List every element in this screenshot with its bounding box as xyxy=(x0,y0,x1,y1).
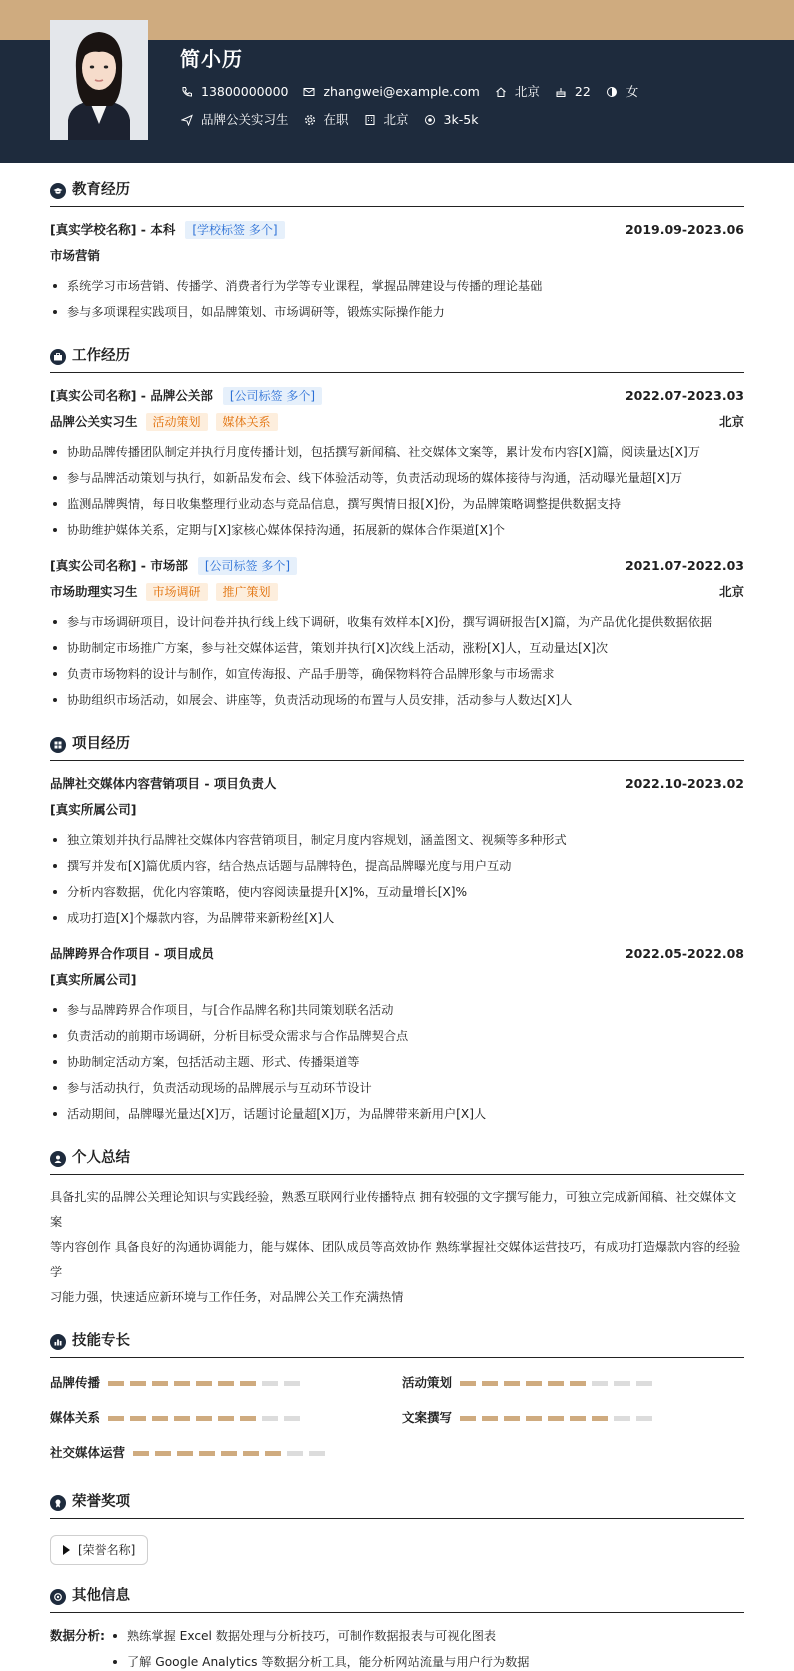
skill-level-empty xyxy=(614,1381,630,1386)
skill-level-filled xyxy=(592,1416,608,1421)
skill-level-filled xyxy=(570,1381,586,1386)
skills-section xyxy=(50,1328,744,1471)
project-entry xyxy=(50,941,744,1127)
honor-item[interactable] xyxy=(50,1535,148,1565)
skill-level-filled xyxy=(130,1381,146,1386)
skill-level-filled xyxy=(504,1381,520,1386)
project-date: 2022.10-2023.02 xyxy=(624,775,744,791)
medal-icon xyxy=(50,1495,66,1511)
skill-tag: 活动策划 xyxy=(146,413,208,431)
position-item xyxy=(180,111,289,130)
skill-name: 媒体关系 xyxy=(50,1410,101,1426)
position-text: 品牌公关实习生 xyxy=(201,112,289,127)
list-item: 协助品牌传播团队制定并执行月度传播计划，包括撰写新闻稿、社交媒体文案等，累计发布内容[X]篇，阅读量达[X]万 xyxy=(50,439,744,465)
status-text: 在职 xyxy=(323,112,349,127)
skill-level-empty xyxy=(284,1381,300,1386)
project-bullets xyxy=(50,997,744,1127)
skill-level-filled xyxy=(174,1381,190,1386)
section-title-text: 项目经历 xyxy=(72,735,130,752)
gear-icon xyxy=(303,113,317,127)
project-company: [真实所属公司] xyxy=(50,801,137,817)
summary-line: 习能力强，快速适应新环境与工作任务，对品牌公关工作充满热情 xyxy=(50,1290,404,1304)
education-section xyxy=(50,177,744,325)
skill-level-filled xyxy=(152,1381,168,1386)
list-item: 负责市场物料的设计与制作，如宣传海报、产品手册等，确保物料符合品牌形象与市场需求 xyxy=(50,661,744,687)
other-bullets xyxy=(110,1623,529,1671)
list-item: 撰写并发布[X]篇优质内容，结合热点话题与品牌特色，提高品牌曝光度与用户互动 xyxy=(50,853,744,879)
work-date: 2022.07-2023.03 xyxy=(624,387,744,403)
skill-level-filled xyxy=(504,1416,520,1421)
briefcase-icon xyxy=(50,349,66,365)
gender-icon xyxy=(605,85,619,99)
phone-icon xyxy=(180,85,194,99)
list-item: 参与市场调研项目，设计问卷并执行线上线下调研，收集有效样本[X]份，撰写调研报告[X]篇，为产品优化提供数据依据 xyxy=(50,609,744,635)
entry-sub-row xyxy=(50,579,744,605)
other-label: 数据分析: xyxy=(50,1628,105,1643)
project-bullets xyxy=(50,827,744,931)
entry-header-row xyxy=(50,771,744,797)
education-bullets xyxy=(50,273,744,325)
company-tag: [公司标签 多个] xyxy=(223,387,322,405)
skill-level-bar xyxy=(108,1416,306,1421)
skill-level-filled xyxy=(108,1416,124,1421)
list-item: 参与品牌跨界合作项目，与[合作品牌名称]共同策划联名活动 xyxy=(50,997,744,1023)
list-item: 监测品牌舆情，每日收集整理行业动态与竞品信息，撰写舆情日报[X]份，为品牌策略调整提供数据支持 xyxy=(50,491,744,517)
skill-level-filled xyxy=(460,1381,476,1386)
skill-level-filled xyxy=(218,1381,234,1386)
skill-name: 品牌传播 xyxy=(50,1375,101,1391)
summary-line: 等内容创作 具备良好的沟通协调能力，能与媒体、团队成员等高效协作 熟练掌握社交媒体运营技巧，有成功打造爆款内容的经验 学 xyxy=(50,1240,741,1279)
skill-level-empty xyxy=(262,1416,278,1421)
work-date: 2021.07-2022.03 xyxy=(624,557,744,573)
gender-text: 女 xyxy=(625,84,639,99)
cake-icon xyxy=(554,85,568,99)
list-item: 独立策划并执行品牌社交媒体内容营销项目，制定月度内容规划，涵盖图文、视频等多种形式 xyxy=(50,827,744,853)
gender-item xyxy=(605,83,639,102)
list-item: 成功打造[X]个爆款内容，为品牌带来新粉丝[X]人 xyxy=(50,905,744,931)
school-name: [真实学校名称] - 本科 xyxy=(50,221,176,237)
skill-level-filled xyxy=(265,1451,281,1456)
skill-item xyxy=(402,1401,732,1436)
skill-level-filled xyxy=(155,1451,171,1456)
email-address: zhangwei@example.com xyxy=(323,84,480,99)
skill-level-filled xyxy=(570,1416,586,1421)
city-item xyxy=(363,111,409,130)
section-title-text: 教育经历 xyxy=(72,181,130,198)
other-row xyxy=(50,1623,744,1671)
section-title xyxy=(50,177,744,207)
building-icon xyxy=(363,113,377,127)
list-item: 协助制定活动方案，包括活动主题、形式、传播渠道等 xyxy=(50,1049,744,1075)
info-icon xyxy=(50,1589,66,1605)
skill-item xyxy=(50,1401,402,1436)
section-title xyxy=(50,1583,744,1613)
skill-level-filled xyxy=(548,1416,564,1421)
other-section xyxy=(50,1583,744,1671)
skill-level-empty xyxy=(284,1416,300,1421)
skill-name: 社交媒体运营 xyxy=(50,1445,126,1461)
skill-level-empty xyxy=(309,1451,325,1456)
status-item xyxy=(303,111,349,130)
work-bullets xyxy=(50,609,744,713)
work-location: 北京 xyxy=(718,583,744,599)
skill-level-bar xyxy=(133,1451,331,1456)
skills-grid xyxy=(50,1366,744,1471)
location-text: 北京 xyxy=(514,84,540,99)
skill-level-empty xyxy=(636,1381,652,1386)
skill-level-filled xyxy=(482,1416,498,1421)
skill-level-filled xyxy=(108,1381,124,1386)
skill-level-filled xyxy=(548,1381,564,1386)
company-tag: [公司标签 多个] xyxy=(198,557,297,575)
company-name: [真实公司名称] - 品牌公关部 xyxy=(50,387,213,403)
skill-name: 文案撰写 xyxy=(402,1410,453,1426)
work-entry xyxy=(50,553,744,713)
skill-level-filled xyxy=(177,1451,193,1456)
graduation-cap-icon xyxy=(50,183,66,199)
entry-sub-row xyxy=(50,797,744,823)
project-name: 品牌跨界合作项目 - 项目成员 xyxy=(50,945,214,961)
skill-level-filled xyxy=(174,1416,190,1421)
entry-sub-row xyxy=(50,243,744,269)
work-entry xyxy=(50,383,744,543)
project-entry xyxy=(50,771,744,931)
summary-line: 具备扎实的品牌公关理论知识与实践经验，熟悉互联网行业传播特点 拥有较强的文字撰写能力，可独立完成新闻稿、社交媒体文案 xyxy=(50,1190,737,1229)
section-title xyxy=(50,1489,744,1519)
role-name: 品牌公关实习生 xyxy=(50,413,138,429)
entry-sub-row xyxy=(50,967,744,993)
skill-tag: 媒体关系 xyxy=(216,413,278,431)
skill-level-empty xyxy=(262,1381,278,1386)
list-item: 了解 Google Analytics 等数据分析工具，能分析网站流量与用户行为数据 xyxy=(110,1649,529,1671)
salary-text: 3k-5k xyxy=(443,112,479,127)
list-item: 熟练掌握 Excel 数据处理与分析技巧，可制作数据报表与可视化图表 xyxy=(110,1623,529,1649)
send-icon xyxy=(180,113,194,127)
section-title-text: 技能专长 xyxy=(72,1332,130,1349)
skill-level-bar xyxy=(460,1416,658,1421)
list-item: 协助制定市场推广方案，参与社交媒体运营，策划并执行[X]次线上活动，涨粉[X]人，互动量达[X]次 xyxy=(50,635,744,661)
skill-item xyxy=(50,1366,402,1401)
location-item xyxy=(494,83,540,102)
list-item: 协助组织市场活动，如展会、讲座等，负责活动现场的布置与人员安排，活动参与人数达[X]人 xyxy=(50,687,744,713)
skill-level-filled xyxy=(482,1381,498,1386)
major-name: 市场营销 xyxy=(50,247,101,263)
company-name: [真实公司名称] - 市场部 xyxy=(50,557,188,573)
skill-level-filled xyxy=(133,1451,149,1456)
skill-level-filled xyxy=(526,1381,542,1386)
skill-level-filled xyxy=(526,1416,542,1421)
contact-row xyxy=(180,83,652,102)
honor-name: [荣誉名称] xyxy=(78,1543,136,1557)
list-item: 活动期间，品牌曝光量达[X]万，话题讨论量超[X]万，为品牌带来新用户[X]人 xyxy=(50,1101,744,1127)
skill-level-filled xyxy=(240,1381,256,1386)
skill-item xyxy=(50,1436,402,1471)
home-icon xyxy=(494,85,508,99)
honors-section xyxy=(50,1489,744,1565)
mail-icon xyxy=(302,85,316,99)
skill-level-empty xyxy=(287,1451,303,1456)
skill-level-filled xyxy=(460,1416,476,1421)
role-name: 市场助理实习生 xyxy=(50,583,138,599)
list-item: 分析内容数据，优化内容策略，使内容阅读量提升[X]%，互动量增长[X]% xyxy=(50,879,744,905)
projects-section xyxy=(50,731,744,1127)
education-date: 2019.09-2023.06 xyxy=(624,221,744,237)
entry-sub-row xyxy=(50,409,744,435)
entry-header-row xyxy=(50,553,744,579)
entry-header-row xyxy=(50,383,744,409)
resume-header xyxy=(0,40,794,163)
phone-item xyxy=(180,83,288,102)
list-item: 系统学习市场营销、传播学、消费者行为学等专业课程，掌握品牌建设与传播的理论基础 xyxy=(50,273,744,299)
list-item: 参与品牌活动策划与执行，如新品发布会、线下体验活动等，负责活动现场的媒体接待与沟通，活动曝光量超[X]万 xyxy=(50,465,744,491)
skill-level-filled xyxy=(221,1451,237,1456)
salary-item xyxy=(423,111,479,130)
grid-icon xyxy=(50,737,66,753)
section-title xyxy=(50,343,744,373)
school-tag: [学校标签 多个] xyxy=(185,221,284,239)
phone-number: 13800000000 xyxy=(201,84,289,99)
section-title-text: 其他信息 xyxy=(72,1587,130,1604)
list-item: 参与活动执行，负责活动现场的品牌展示与互动环节设计 xyxy=(50,1075,744,1101)
summary-text xyxy=(50,1185,744,1310)
work-section xyxy=(50,343,744,713)
skill-level-empty xyxy=(614,1416,630,1421)
list-item: 协助维护媒体关系，定期与[X]家核心媒体保持沟通，拓展新的媒体合作渠道[X]个 xyxy=(50,517,744,543)
list-item: 负责活动的前期市场调研，分析目标受众需求与合作品牌契合点 xyxy=(50,1023,744,1049)
project-date: 2022.05-2022.08 xyxy=(624,945,744,961)
skill-level-filled xyxy=(243,1451,259,1456)
section-title-text: 工作经历 xyxy=(72,347,130,364)
section-title xyxy=(50,1145,744,1175)
skill-level-filled xyxy=(130,1416,146,1421)
project-name: 品牌社交媒体内容营销项目 - 项目负责人 xyxy=(50,775,277,791)
skill-name: 活动策划 xyxy=(402,1375,453,1391)
entry-header-row xyxy=(50,941,744,967)
section-title-text: 个人总结 xyxy=(72,1149,130,1166)
job-intent-row xyxy=(180,111,492,130)
skill-level-empty xyxy=(592,1381,608,1386)
entry-header-row xyxy=(50,217,744,243)
skill-level-filled xyxy=(196,1381,212,1386)
section-title xyxy=(50,731,744,761)
skill-level-filled xyxy=(196,1416,212,1421)
education-entry xyxy=(50,217,744,325)
skill-level-bar xyxy=(108,1381,306,1386)
age-text: 22 xyxy=(574,84,591,99)
skill-tag: 推广策划 xyxy=(216,583,278,601)
coin-icon xyxy=(423,113,437,127)
skill-tag: 市场调研 xyxy=(146,583,208,601)
summary-section xyxy=(50,1145,744,1310)
user-icon xyxy=(50,1151,66,1167)
city-text: 北京 xyxy=(383,112,409,127)
skill-level-filled xyxy=(240,1416,256,1421)
skill-level-filled xyxy=(199,1451,215,1456)
section-title-text: 荣誉奖项 xyxy=(72,1493,130,1510)
email-item xyxy=(302,83,479,102)
project-company: [真实所属公司] xyxy=(50,971,137,987)
skill-level-empty xyxy=(636,1416,652,1421)
skill-level-filled xyxy=(218,1416,234,1421)
skill-level-filled xyxy=(152,1416,168,1421)
list-item: 参与多项课程实践项目，如品牌策划、市场调研等，锻炼实际操作能力 xyxy=(50,299,744,325)
bar-chart-icon xyxy=(50,1334,66,1350)
candidate-name: 简小历 xyxy=(180,47,243,71)
age-item xyxy=(554,83,591,102)
skill-level-bar xyxy=(460,1381,658,1386)
skill-item xyxy=(402,1366,732,1401)
work-location: 北京 xyxy=(718,413,744,429)
resume-content xyxy=(0,177,794,1671)
section-title xyxy=(50,1328,744,1358)
play-icon xyxy=(63,1545,70,1555)
profile-photo xyxy=(50,20,148,140)
work-bullets xyxy=(50,439,744,543)
